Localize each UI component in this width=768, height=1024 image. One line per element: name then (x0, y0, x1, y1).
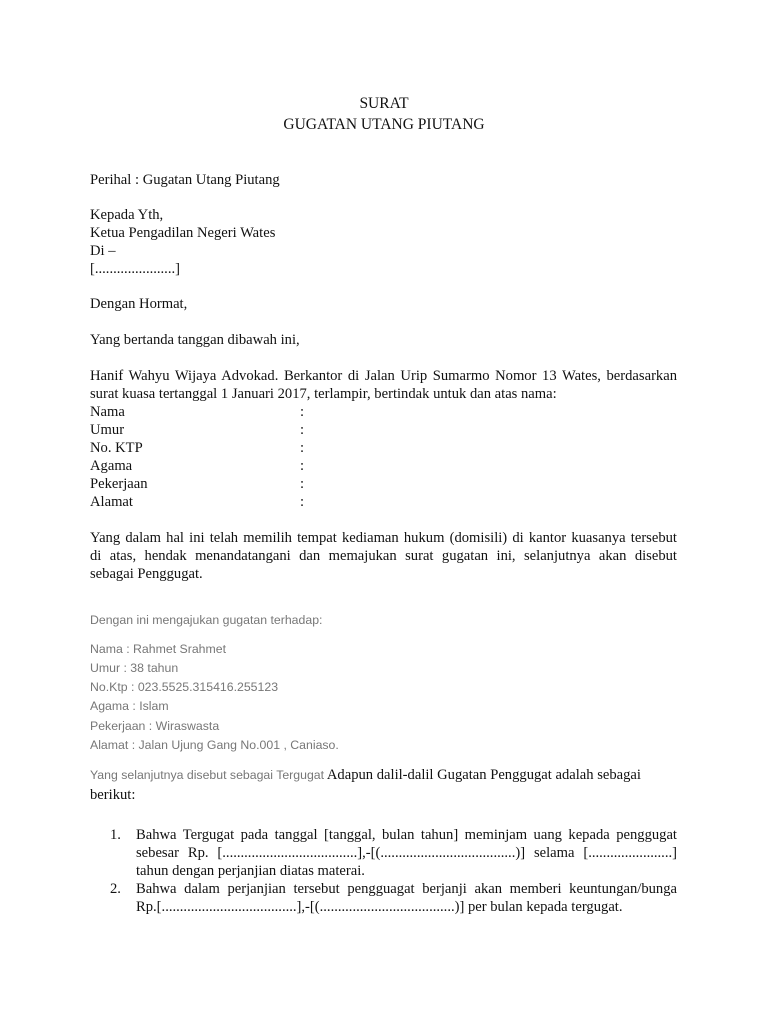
domisili-line: Yang dalam hal ini telah memilih tempat kediaman hukum (domisili) di kantor kuasanya tersebut (90, 530, 677, 546)
field-label: Nama (90, 404, 125, 420)
item-line: sebesar Rp. [.....................................],-[(.....................................)] selama [.......................] (136, 845, 677, 861)
item-line: Rp.[.....................................],-[(.....................................)] per bulan kepada tergugat. (136, 899, 623, 915)
item-number: 1. (110, 827, 121, 843)
tergugat-closing: Yang selanjutnya disebut sebagai Tergugat (90, 768, 325, 782)
tergugat-detail: No.Ktp : 023.5525.315416.255123 (90, 680, 279, 694)
tergugat-detail: Agama : Islam (90, 699, 169, 713)
domisili-line: sebagai Penggugat. (90, 566, 203, 582)
advokat-line: Hanif Wahyu Wijaya Advokad. Berkantor di Jalan Urip Sumarmo Nomor 13 Wates, berdasarkan (90, 368, 677, 384)
intro: Yang bertanda tanggan dibawah ini, (90, 332, 300, 348)
field-label: Pekerjaan (90, 476, 148, 492)
perihal: Perihal : Gugatan Utang Piutang (90, 172, 280, 188)
field-label: Umur (90, 422, 125, 438)
field-colon: : (300, 404, 305, 420)
item-line: tahun dengan perjanjian diatas materai. (136, 863, 365, 879)
tergugat-heading: Dengan ini mengajukan gugatan terhadap: (90, 613, 323, 627)
field-label: Alamat (90, 494, 133, 510)
kepada-line: [......................] (90, 261, 180, 277)
dalil-line (90, 766, 641, 784)
field-colon: : (300, 440, 305, 456)
salutation: Dengan Hormat, (90, 296, 188, 312)
kepada-line: Kepada Yth, (90, 207, 164, 223)
kepada-line: Di – (90, 243, 116, 259)
field-colon: : (300, 422, 305, 438)
field-colon: : (300, 476, 305, 492)
item-line: Bahwa Tergugat pada tanggal [tanggal, bulan tahun] meminjam uang kepada penggugat (136, 827, 677, 843)
field-colon: : (300, 458, 305, 474)
kepada-line: Ketua Pengadilan Negeri Wates (90, 225, 276, 241)
dalil-line: berikut: (90, 787, 136, 803)
item-number: 2. (110, 881, 121, 897)
tergugat-detail: Pekerjaan : Wiraswasta (90, 719, 220, 733)
field-colon: : (300, 494, 305, 510)
tergugat-detail: Alamat : Jalan Ujung Gang No.001 , Caniaso. (90, 738, 339, 752)
title-line-1: SURAT (359, 95, 409, 112)
field-label: Agama (90, 458, 133, 474)
title-line-2: GUGATAN UTANG PIUTANG (283, 116, 485, 133)
tergugat-detail: Nama : Rahmet Srahmet (90, 642, 226, 656)
item-line: Bahwa dalam perjanjian tersebut pengguagat berjanji akan memberi keuntungan/bunga (136, 881, 677, 897)
domisili-line: di atas, hendak menandatangani dan memajukan surat gugatan ini, selanjutnya akan disebut (90, 548, 677, 564)
field-label: No. KTP (90, 440, 143, 456)
dalil-intro: Adapun dalil-dalil Gugatan Penggugat adalah sebagai (326, 767, 641, 783)
tergugat-detail: Umur : 38 tahun (90, 661, 179, 675)
advokat-line: surat kuasa tertanggal 1 Januari 2017, terlampir, bertindak untuk dan atas nama: (90, 386, 557, 402)
